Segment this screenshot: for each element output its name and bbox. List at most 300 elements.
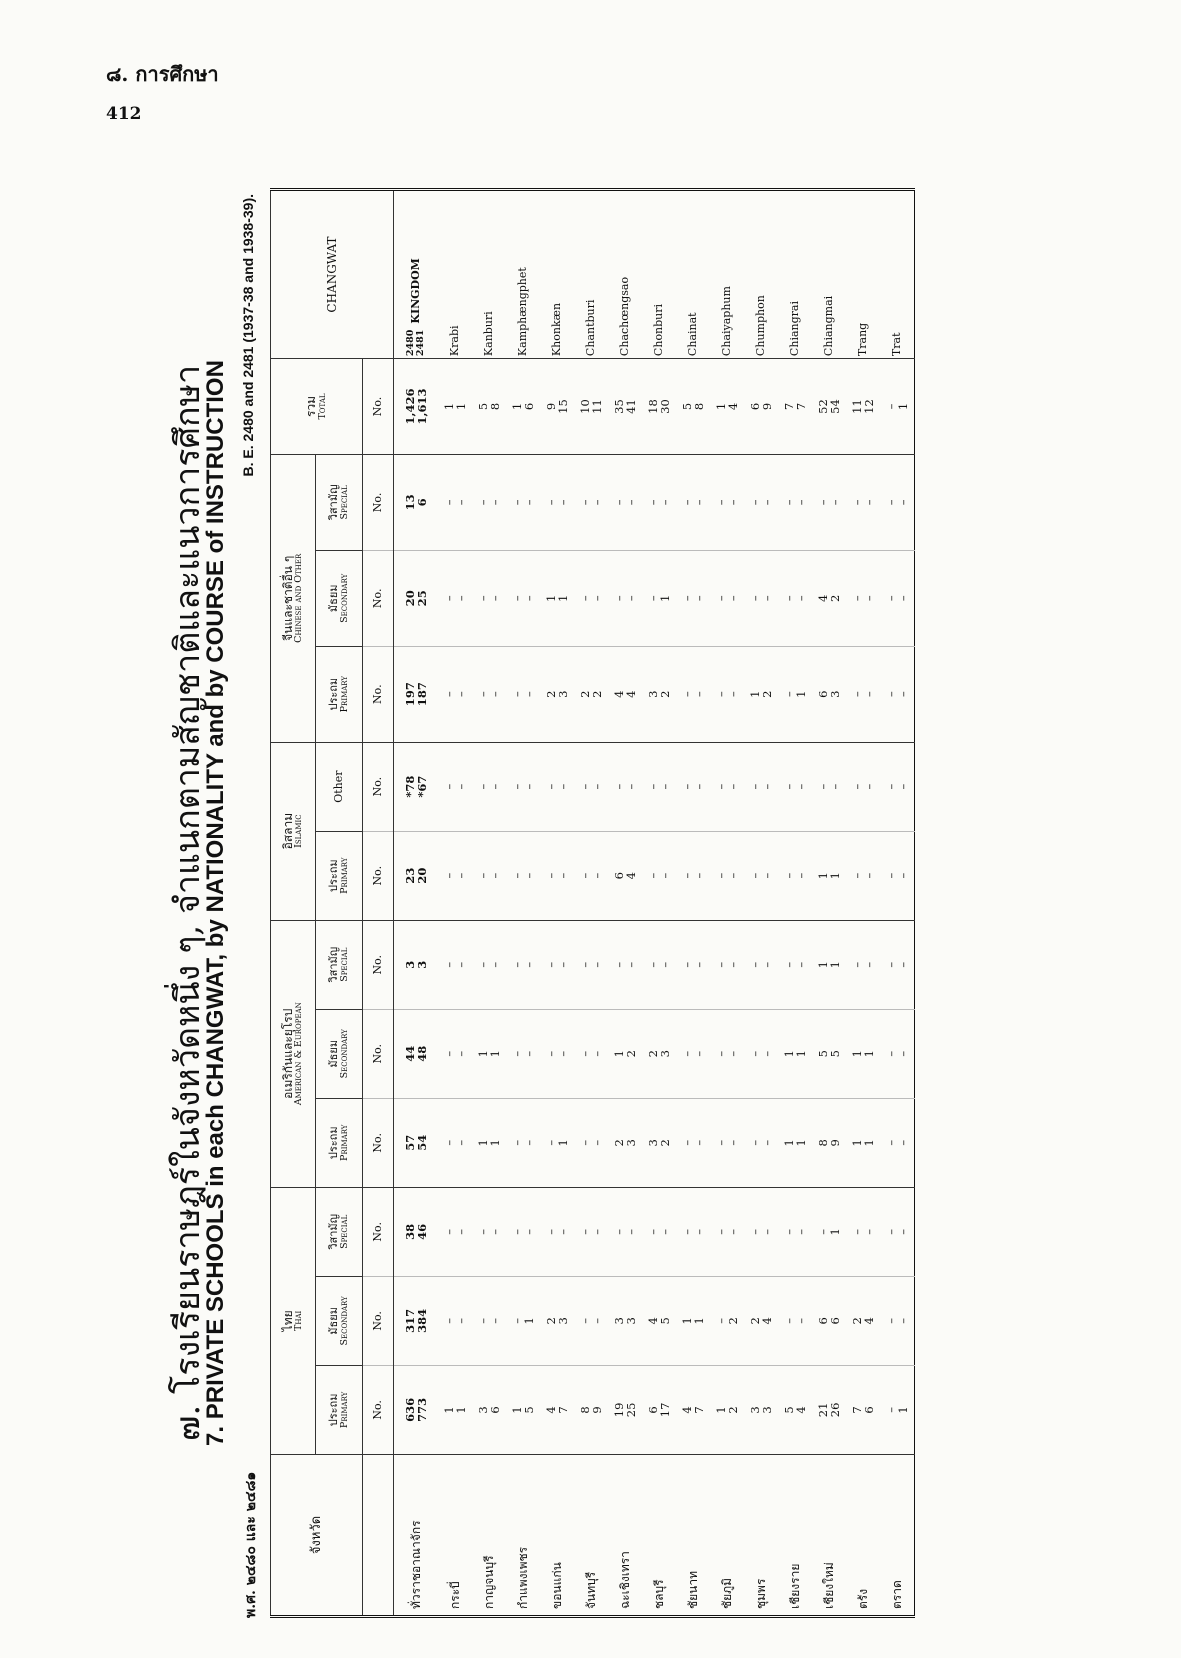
col-label-en: Primary: [338, 857, 350, 894]
value-first-year: 317: [402, 1308, 417, 1333]
changwat-english-name: [744, 190, 778, 359]
value-first-year: *78: [402, 775, 417, 798]
value-second-year: –: [726, 783, 740, 790]
value-cell: [438, 359, 472, 455]
value-cell: [574, 1098, 608, 1187]
value-second-year: –: [522, 691, 536, 698]
value-second-year: 15: [556, 399, 570, 414]
value-cell: [880, 742, 915, 831]
value-second-year: –: [896, 595, 910, 602]
value-second-year: 384: [415, 1308, 429, 1333]
value-second-year: –: [794, 783, 808, 790]
value-second-year: –: [794, 872, 808, 879]
value-first-year: 1: [679, 1317, 694, 1325]
value-second-year: 4: [624, 690, 638, 698]
value-second-year: –: [590, 1139, 604, 1146]
value-second-year: 4: [794, 1406, 808, 1414]
changwat-thai-name: ชุมพร: [744, 1454, 778, 1616]
value-cell: [438, 1009, 472, 1098]
value-first-year: –: [509, 961, 524, 968]
value-first-year: 3: [475, 1406, 490, 1414]
value-first-year: –: [509, 872, 524, 879]
value-second-year: –: [488, 783, 502, 790]
changwat-english-name: [540, 190, 574, 359]
value-first-year: –: [577, 1139, 592, 1146]
chinese-special-header: [316, 454, 363, 550]
changwat-english-label: Chaiyaphum: [720, 286, 734, 357]
value-cell: [608, 454, 642, 550]
value-second-year: –: [488, 1317, 502, 1324]
value-first-year: –: [781, 872, 796, 879]
value-first-year: –: [849, 1228, 864, 1235]
changwat-english-label: Chumphon: [754, 295, 768, 357]
value-cell: [506, 1098, 540, 1187]
group-american-header: [271, 920, 316, 1187]
value-cell: [846, 742, 880, 831]
changwat-english-name: [394, 190, 439, 359]
value-first-year: –: [645, 872, 660, 879]
col-label-th: ประถม: [327, 677, 341, 711]
value-cell: [472, 920, 506, 1009]
value-second-year: 26: [828, 1402, 842, 1418]
value-second-year: –: [692, 499, 706, 506]
value-first-year: –: [509, 1139, 524, 1146]
value-first-year: 38: [402, 1223, 417, 1240]
value-cell: [778, 1187, 812, 1276]
value-first-year: 4: [611, 690, 626, 698]
value-second-year: –: [454, 872, 468, 879]
value-cell: [540, 742, 574, 831]
value-second-year: –: [454, 499, 468, 506]
value-second-year: 6: [862, 1406, 876, 1414]
changwat-thai-name: ทั่วราชอาณาจักร: [394, 1454, 439, 1616]
value-first-year: 19: [611, 1402, 626, 1418]
value-first-year: –: [509, 691, 524, 698]
value-second-year: 2: [726, 1317, 740, 1325]
value-second-year: –: [454, 691, 468, 698]
table-row: [438, 190, 472, 1617]
value-first-year: 1: [475, 1050, 490, 1058]
value-cell: [574, 454, 608, 550]
value-first-year: –: [747, 872, 762, 879]
value-cell: [676, 1009, 710, 1098]
value-first-year: –: [883, 403, 898, 410]
value-second-year: –: [726, 595, 740, 602]
value-cell: [394, 1187, 439, 1276]
value-cell: [778, 1365, 812, 1454]
value-second-year: –: [454, 1317, 468, 1324]
col-label-th: ประถม: [327, 1126, 341, 1160]
title-thai: ๗. โรงเรียนราษฎร์ในจังหวัดหนึ่ง ๆ, จำแนกตามสัญชาติและแนวการศึกษา: [168, 364, 208, 1442]
value-second-year: –: [454, 1139, 468, 1146]
value-second-year: –: [794, 595, 808, 602]
value-cell: [710, 742, 744, 831]
value-cell: [778, 1276, 812, 1365]
table-row: [710, 190, 744, 1617]
col-label-en: Secondary: [338, 1029, 350, 1079]
value-first-year: –: [747, 595, 762, 602]
value-second-year: –: [590, 499, 604, 506]
value-second-year: –: [522, 872, 536, 879]
american-secondary-header: [316, 1009, 363, 1098]
group-total-en: Total: [316, 393, 328, 420]
value-cell: [676, 454, 710, 550]
value-first-year: 20: [402, 590, 417, 607]
value-first-year: –: [883, 1050, 898, 1057]
value-first-year: –: [543, 961, 558, 968]
value-first-year: –: [883, 872, 898, 879]
value-first-year: –: [679, 1139, 694, 1146]
value-cell: [778, 831, 812, 920]
value-cell: [676, 1365, 710, 1454]
value-first-year: –: [475, 872, 490, 879]
value-cell: [574, 1187, 608, 1276]
value-first-year: 5: [679, 402, 694, 411]
value-second-year: –: [794, 499, 808, 506]
value-cell: [676, 1276, 710, 1365]
value-cell: [608, 1009, 642, 1098]
value-second-year: 1: [454, 402, 468, 411]
changwat-english-label: Trat: [890, 332, 904, 357]
value-cell: [744, 831, 778, 920]
value-second-year: –: [896, 872, 910, 879]
col-label-th: ประถม: [327, 1393, 341, 1427]
value-first-year: 4: [815, 594, 830, 602]
value-first-year: –: [543, 499, 558, 506]
value-first-year: 1: [543, 594, 558, 602]
value-cell: [506, 1276, 540, 1365]
value-second-year: 3: [624, 1317, 638, 1325]
value-first-year: 197: [402, 682, 417, 707]
value-first-year: 1: [849, 1139, 864, 1147]
value-second-year: 41: [624, 399, 638, 414]
value-first-year: –: [747, 499, 762, 506]
value-first-year: –: [543, 783, 558, 790]
value-second-year: 8: [488, 402, 502, 411]
value-cell: [540, 1009, 574, 1098]
group-american-th: อเมริกันและยุโรป: [280, 1008, 295, 1099]
value-cell: [642, 646, 676, 742]
value-cell: [880, 1098, 915, 1187]
col-label-th: วิสามัญ: [327, 946, 341, 983]
value-first-year: –: [543, 1139, 558, 1146]
value-first-year: –: [441, 595, 456, 602]
value-cell: [880, 454, 915, 550]
value-second-year: –: [726, 1139, 740, 1146]
value-cell: [846, 359, 880, 455]
value-second-year: 6: [828, 1317, 842, 1325]
value-first-year: 636: [402, 1397, 417, 1422]
value-cell: [472, 742, 506, 831]
value-first-year: –: [679, 961, 694, 968]
value-second-year: 6: [488, 1406, 502, 1414]
value-cell: [812, 646, 846, 742]
value-first-year: –: [747, 961, 762, 968]
value-first-year: 1: [713, 402, 728, 411]
changwat-english-name: [608, 190, 642, 359]
value-second-year: –: [862, 783, 876, 790]
value-first-year: 4: [679, 1406, 694, 1414]
chapter-heading: ๘. การศึกษา: [106, 62, 219, 86]
value-second-year: 1: [522, 1317, 536, 1325]
value-first-year: –: [611, 961, 626, 968]
changwat-thai-name: ตราด: [880, 1454, 915, 1616]
changwat-thai-name: กาญจนบุรี: [472, 1454, 506, 1616]
value-cell: [812, 550, 846, 646]
value-second-year: –: [454, 961, 468, 968]
col-label-en: Primary: [338, 1391, 350, 1429]
group-thai-header: [271, 1187, 316, 1454]
value-cell: [710, 1187, 744, 1276]
value-first-year: –: [713, 499, 728, 506]
group-chinese-header: [271, 454, 316, 742]
value-cell: [472, 1098, 506, 1187]
value-cell: [574, 920, 608, 1009]
value-second-year: –: [692, 1050, 706, 1057]
value-cell: [472, 1365, 506, 1454]
table-body: [394, 190, 915, 1617]
group-total-th: รวม: [304, 395, 319, 418]
value-second-year: –: [522, 961, 536, 968]
islamic-other-header: Other: [316, 742, 363, 831]
value-second-year: 2: [658, 1139, 672, 1147]
value-first-year: –: [611, 1228, 626, 1235]
value-first-year: –: [849, 961, 864, 968]
value-second-year: 7: [556, 1406, 570, 1414]
value-first-year: 18: [645, 399, 660, 414]
changwat-thai-name: เชียงใหม่: [812, 1454, 846, 1616]
value-first-year: 6: [815, 1317, 830, 1325]
value-second-year: 3: [760, 1406, 774, 1414]
value-cell: [574, 646, 608, 742]
value-first-year: 3: [402, 960, 417, 969]
value-first-year: –: [475, 783, 490, 790]
value-first-year: –: [645, 595, 660, 602]
unit-label: No.: [363, 1365, 394, 1454]
value-first-year: 1: [441, 402, 456, 411]
value-first-year: 1: [815, 961, 830, 969]
changwat-thai-name: จันทบุรี: [574, 1454, 608, 1616]
value-cell: [642, 831, 676, 920]
value-cell: [710, 1009, 744, 1098]
value-second-year: 1: [556, 594, 570, 602]
value-second-year: –: [658, 499, 672, 506]
value-first-year: 2: [611, 1139, 626, 1147]
page-number: 412: [106, 104, 142, 124]
value-cell: [880, 359, 915, 455]
table-row: [540, 190, 574, 1617]
table-row: [778, 190, 812, 1617]
value-second-year: 1: [828, 1228, 842, 1236]
value-second-year: 1,613: [415, 388, 429, 425]
value-cell: [438, 1365, 472, 1454]
value-cell: [710, 1276, 744, 1365]
value-cell: [574, 742, 608, 831]
value-cell: [812, 831, 846, 920]
group-total-header: [271, 359, 363, 455]
title-english: 7. PRIVATE SCHOOLS in each CHANGWAT, by NATIONALITY and by COURSE of INSTRUCTION: [202, 360, 229, 1446]
value-first-year: –: [611, 499, 626, 506]
value-first-year: –: [713, 872, 728, 879]
value-second-year: –: [896, 1050, 910, 1057]
value-second-year: 30: [658, 399, 672, 414]
value-cell: [642, 1009, 676, 1098]
value-cell: [880, 646, 915, 742]
changwat-thai-name: ขอนแก่น: [540, 1454, 574, 1616]
value-first-year: 1: [441, 1406, 456, 1414]
value-cell: [744, 1098, 778, 1187]
value-second-year: –: [590, 961, 604, 968]
american-primary-header: [316, 1098, 363, 1187]
value-second-year: 3: [415, 960, 429, 969]
changwat-thai-name: ชลบุรี: [642, 1454, 676, 1616]
year-label: 2481: [415, 329, 426, 357]
value-second-year: 3: [556, 690, 570, 698]
value-first-year: 44: [402, 1045, 417, 1062]
value-cell: [812, 1187, 846, 1276]
value-cell: [676, 646, 710, 742]
value-first-year: –: [849, 499, 864, 506]
period-english: B. E. 2480 and 2481 (1937-38 and 1938-39).: [240, 194, 256, 477]
value-cell: [642, 1098, 676, 1187]
american-special-header: [316, 920, 363, 1009]
col-label-th: วิสามัญ: [327, 1213, 341, 1250]
value-first-year: 6: [611, 872, 626, 880]
rotated-table-page: [160, 188, 1020, 1618]
value-cell: [846, 831, 880, 920]
value-first-year: –: [441, 1050, 456, 1057]
changwat-english-name: [676, 190, 710, 359]
value-cell: [506, 646, 540, 742]
value-first-year: –: [781, 691, 796, 698]
value-cell: [506, 920, 540, 1009]
value-cell: [778, 550, 812, 646]
changwat-english-name: [710, 190, 744, 359]
table-row: [880, 190, 915, 1617]
value-cell: [778, 359, 812, 455]
value-first-year: –: [441, 1228, 456, 1235]
value-cell: [812, 1365, 846, 1454]
value-second-year: 5: [658, 1317, 672, 1325]
value-second-year: –: [624, 499, 638, 506]
value-second-year: 187: [415, 682, 429, 707]
value-second-year: 1: [896, 1406, 910, 1414]
value-cell: [846, 1276, 880, 1365]
changwat-english-name: [812, 190, 846, 359]
value-first-year: –: [747, 1139, 762, 1146]
col-label-th: มัธยม: [327, 584, 341, 613]
value-cell: [642, 550, 676, 646]
value-cell: [540, 1187, 574, 1276]
value-first-year: –: [645, 1228, 660, 1235]
changwat-english-name: [778, 190, 812, 359]
value-cell: [540, 831, 574, 920]
value-second-year: –: [692, 595, 706, 602]
value-first-year: –: [849, 783, 864, 790]
value-second-year: 5: [522, 1406, 536, 1414]
value-second-year: –: [896, 1139, 910, 1146]
value-cell: [540, 454, 574, 550]
value-cell: [394, 454, 439, 550]
value-cell: [778, 920, 812, 1009]
value-first-year: 8: [815, 1139, 830, 1147]
value-second-year: –: [726, 691, 740, 698]
value-second-year: 1: [454, 1406, 468, 1414]
value-second-year: –: [488, 1228, 502, 1235]
value-cell: [574, 1009, 608, 1098]
unit-label: No.: [363, 831, 394, 920]
value-second-year: –: [828, 783, 842, 790]
value-second-year: –: [794, 961, 808, 968]
value-cell: [710, 454, 744, 550]
value-cell: [608, 831, 642, 920]
value-cell: [676, 550, 710, 646]
value-first-year: –: [577, 1050, 592, 1057]
value-cell: [506, 454, 540, 550]
table-row: [608, 190, 642, 1617]
value-first-year: 21: [815, 1402, 830, 1418]
value-second-year: 46: [415, 1223, 429, 1240]
private-schools-table: [270, 188, 915, 1618]
col-label-en: Primary: [338, 676, 350, 713]
value-second-year: –: [896, 1228, 910, 1235]
value-second-year: –: [624, 961, 638, 968]
value-cell: [608, 920, 642, 1009]
value-first-year: –: [883, 499, 898, 506]
value-cell: [846, 1187, 880, 1276]
value-cell: [608, 742, 642, 831]
col-label-th: มัธยม: [327, 1307, 341, 1335]
value-cell: [472, 1187, 506, 1276]
table-row: [846, 190, 880, 1617]
value-second-year: –: [760, 499, 774, 506]
value-second-year: 8: [692, 402, 706, 411]
value-cell: [608, 1098, 642, 1187]
value-first-year: –: [815, 1228, 830, 1235]
value-first-year: –: [713, 1050, 728, 1057]
value-first-year: 23: [402, 867, 417, 884]
value-second-year: 3: [624, 1139, 638, 1147]
value-first-year: –: [679, 783, 694, 790]
value-second-year: 11: [590, 399, 604, 414]
value-second-year: 1: [658, 594, 672, 602]
value-cell: [710, 1098, 744, 1187]
value-first-year: –: [475, 691, 490, 698]
value-first-year: –: [713, 691, 728, 698]
value-first-year: 35: [611, 399, 626, 414]
value-first-year: –: [577, 499, 592, 506]
changwat-thai-name: เชียงราย: [778, 1454, 812, 1616]
table-row: [394, 190, 439, 1617]
value-first-year: –: [713, 1228, 728, 1235]
value-first-year: –: [781, 961, 796, 968]
value-second-year: –: [454, 595, 468, 602]
group-islamic-en: Islamic: [293, 814, 305, 848]
value-cell: [506, 1009, 540, 1098]
value-second-year: 4: [726, 402, 740, 411]
value-second-year: 1: [794, 1050, 808, 1058]
value-cell: [778, 1098, 812, 1187]
value-cell: [846, 454, 880, 550]
value-first-year: 1: [781, 1050, 796, 1058]
value-cell: [642, 1276, 676, 1365]
value-second-year: –: [896, 961, 910, 968]
value-cell: [394, 1009, 439, 1098]
value-second-year: 9: [828, 1139, 842, 1147]
value-second-year: –: [488, 872, 502, 879]
value-cell: [846, 1098, 880, 1187]
value-second-year: 2: [726, 1406, 740, 1414]
